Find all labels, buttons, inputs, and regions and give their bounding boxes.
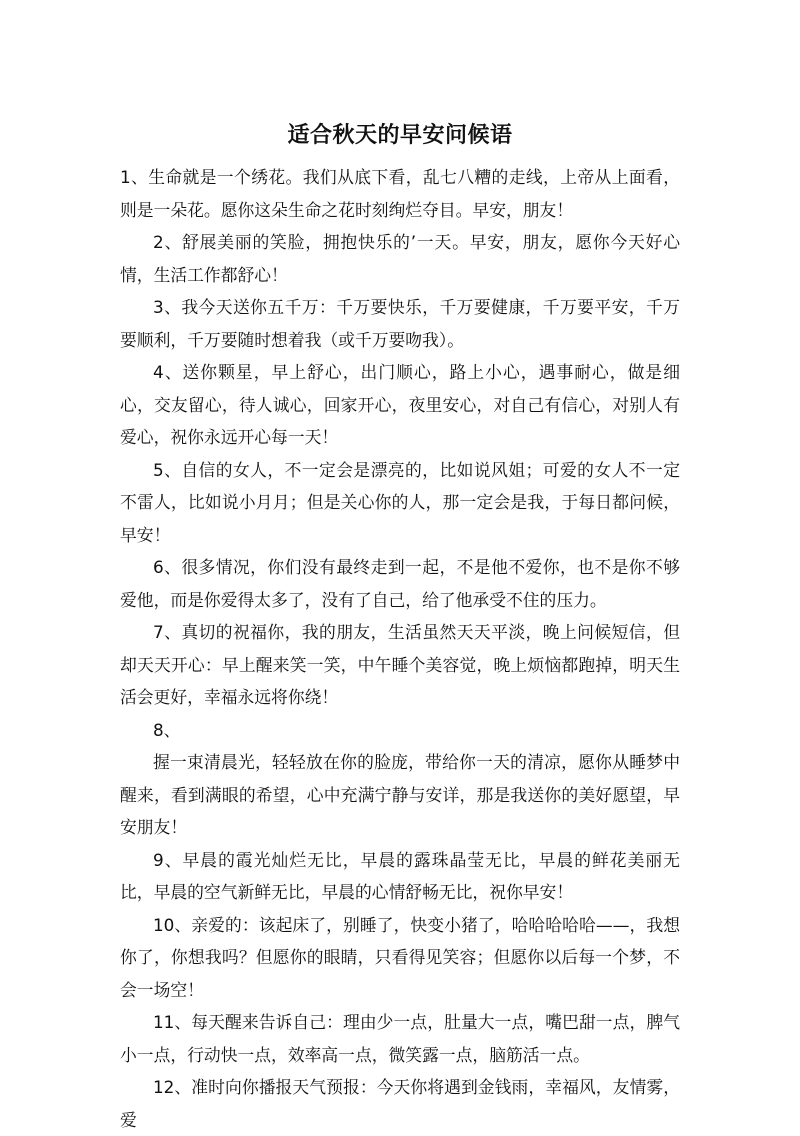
paragraph-3: 3、我今天送你五千万：千万要快乐，千万要健康，千万要平安，千万要顺利，千万要随时想着我（或千万要吻我）。 [120, 297, 680, 350]
paragraph-7: 7、真切的祝福你，我的朋友，生活虽然天天平淡，晚上问候短信，但却天天开心：早上醒来笑一笑，中午睡个美容觉，晚上烦恼都跑掉，明天生活会更好，幸福永远将你绕！ [120, 622, 680, 707]
paragraph-2: 2、舒展美丽的笑脸，拥抱快乐的’一天。早安，朋友，愿你今天好心情，生活工作都舒心！ [120, 232, 680, 285]
paragraph-10: 10、亲爱的：该起床了，别睡了，快变小猪了，哈哈哈哈哈——，我想你了，你想我吗？但愿你的眼睛，只看得见笑容；但愿你以后每一个梦，不会一场空！ [120, 914, 680, 1000]
paragraph-6: 6、很多情况，你们没有最终走到一起，不是他不爱你，也不是你不够爱他，而是你爱得太多了，没有了自己，给了他承受不住的压力。 [120, 557, 680, 610]
paragraph-11: 11、每天醒来告诉自己：理由少一点，肚量大一点，嘴巴甜一点，脾气小一点，行动快一点，效率高一点，微笑露一点，脑筋活一点。 [120, 1012, 680, 1065]
paragraph-5: 5、自信的女人，不一定会是漂亮的，比如说风姐；可爱的女人不一定不雷人，比如说小月月；但是关心你的人，那一定会是我，于每日都问候，早安！ [120, 459, 680, 545]
paragraph-9: 9、早晨的霞光灿烂无比，早晨的露珠晶莹无比，早晨的鲜花美丽无比，早晨的空气新鲜无比，早晨的心情舒畅无比，祝你早安！ [120, 849, 680, 902]
paragraph-12: 12、准时向你播报天气预报：今天你将遇到金钱雨，幸福风，友情雾，爱 [120, 1077, 680, 1130]
paragraph-8: 握一束清晨光，轻轻放在你的脸庞，带给你一天的清凉，愿你从睡梦中醒来，看到满眼的希望，心中充满宁静与安详，那是我送你的美好愿望，早安朋友！ [120, 752, 680, 837]
paragraph-1: 1、生命就是一个绣花。我们从底下看，乱七八糟的走线，上帝从上面看，则是一朵花。愿你这朵生命之花时刻绚烂夺目。早安，朋友！ [120, 167, 680, 220]
paragraph-4: 4、送你颗星，早上舒心，出门顺心，路上小心，遇事耐心，做是细心，交友留心，待人诚心，回家开心，夜里安心，对自己有信心，对别人有爱心，祝你永远开心每一天！ [120, 362, 680, 447]
document-title: 适合秋天的早安问候语 [287, 123, 513, 148]
paragraph-8-number: 8、 [153, 719, 181, 740]
document-body [120, 161, 680, 1136]
